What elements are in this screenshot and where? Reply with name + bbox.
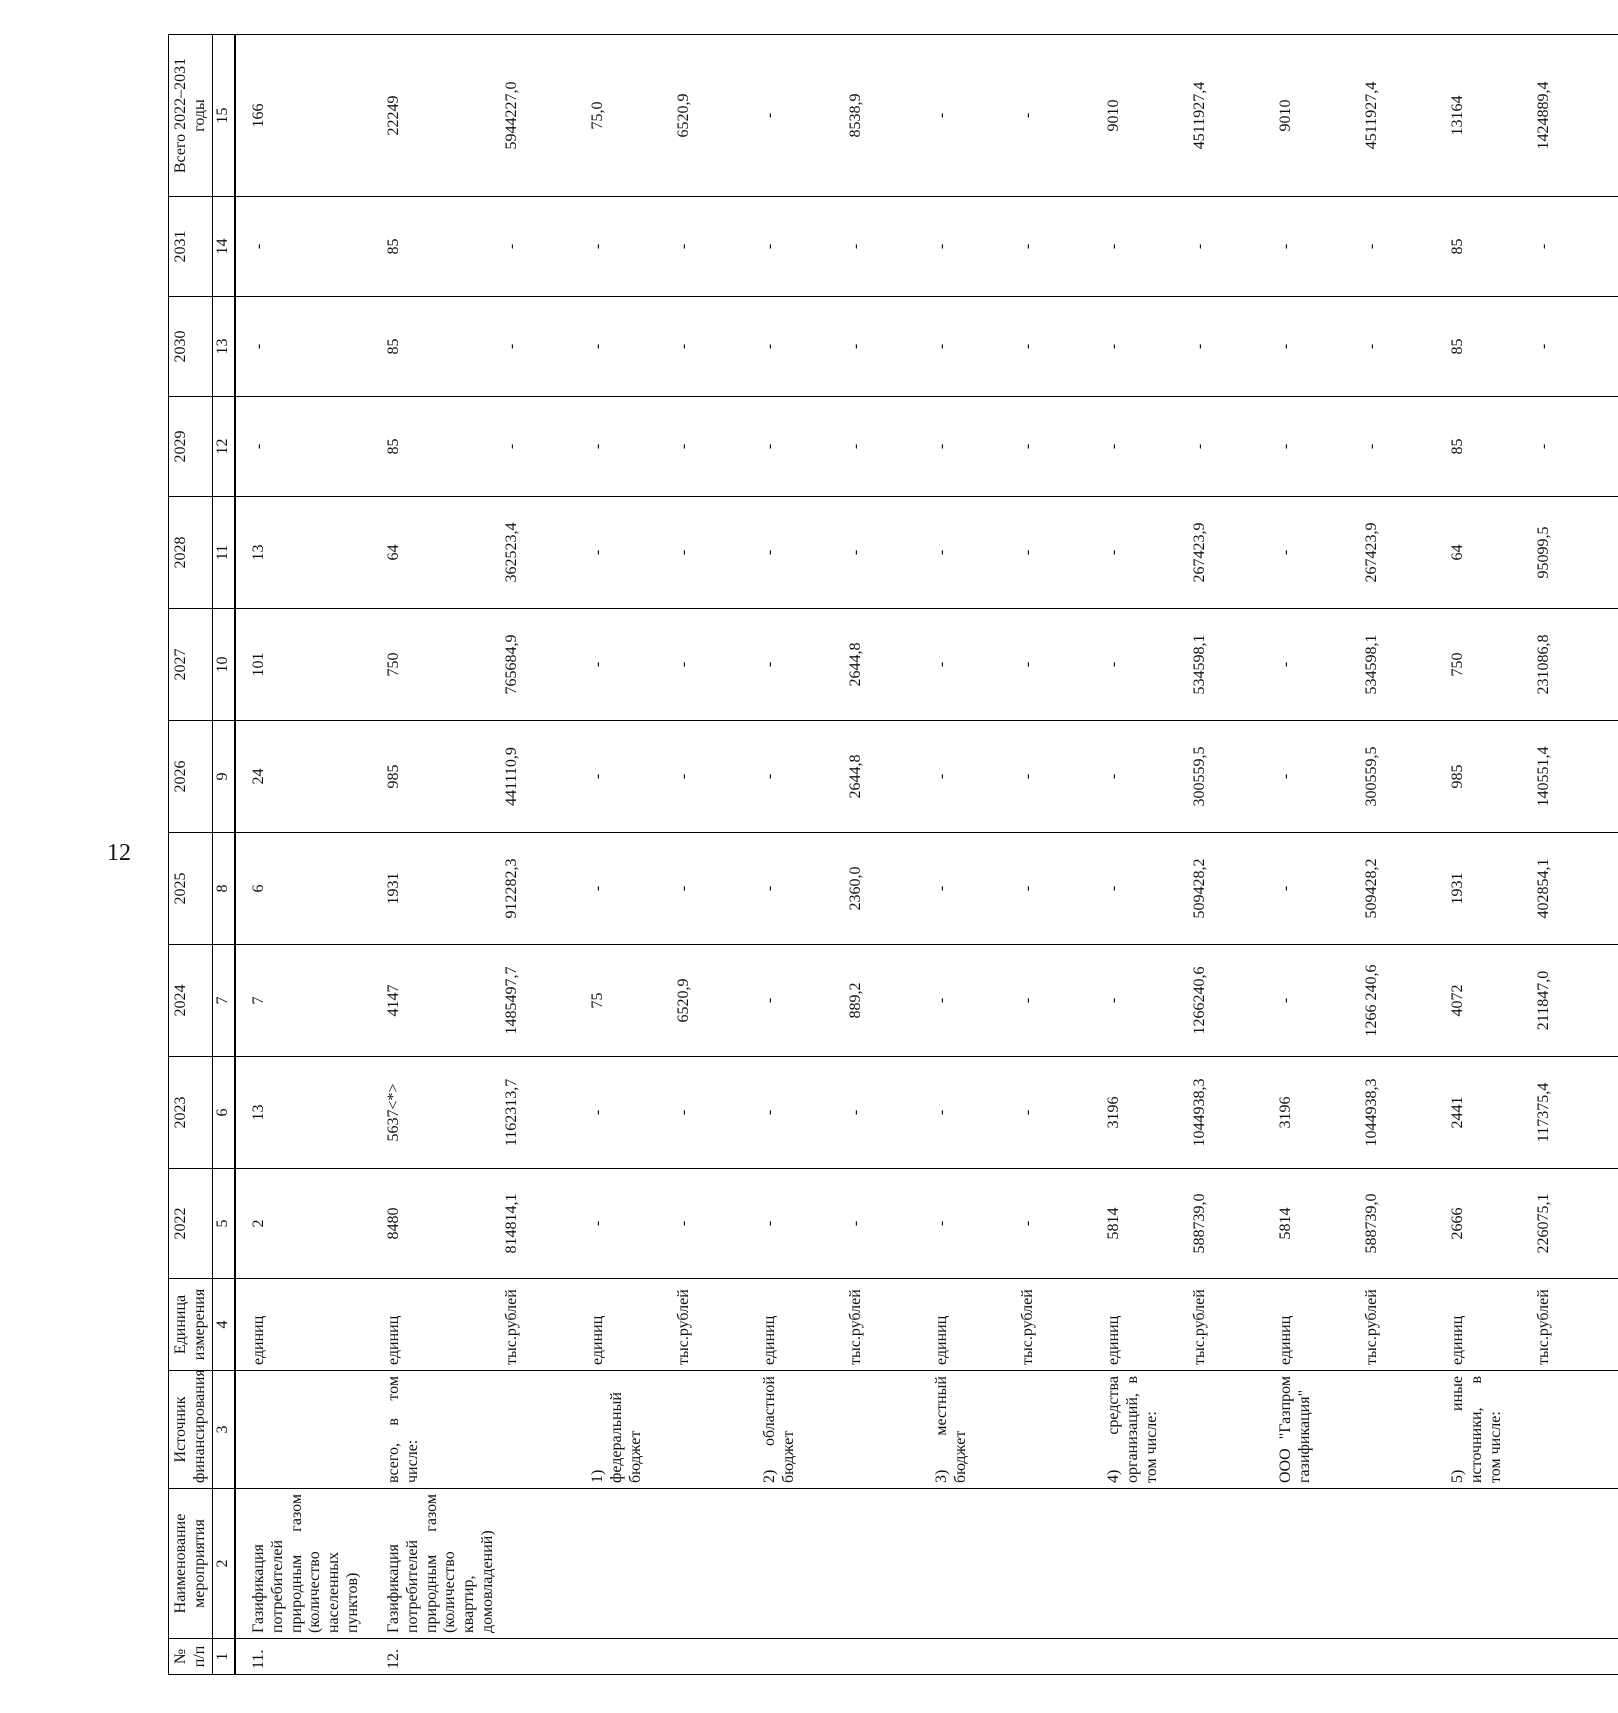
row-number: 11. [235, 1639, 371, 1675]
year-value: 912282,3 [500, 833, 586, 945]
header-cell: 2028 [169, 497, 213, 609]
unit: единиц [930, 1279, 1016, 1371]
year-value: - [758, 721, 844, 833]
table-row [930, 35, 1016, 1675]
funding-source [1360, 1371, 1446, 1489]
year-value: 226075,1 [1532, 1169, 1618, 1279]
funding-source: всего, в том числе: [371, 1371, 500, 1489]
year-value: - [1016, 497, 1102, 609]
total-value: - [930, 35, 1016, 197]
year-value: - [1102, 721, 1188, 833]
row-number [500, 1639, 586, 1675]
header-cell: 2023 [169, 1057, 213, 1169]
total-value: 4511927,4 [1360, 35, 1446, 197]
column-number: 1 [213, 1639, 235, 1675]
year-value: 402854,1 [1532, 833, 1618, 945]
year-value: - [1016, 1057, 1102, 1169]
year-value: 101 [235, 609, 371, 721]
year-value: - [758, 609, 844, 721]
column-number: 13 [213, 297, 235, 397]
year-value: - [672, 1169, 758, 1279]
row-number [758, 1639, 844, 1675]
year-value: 95099,5 [1532, 497, 1618, 609]
unit: тыс.рублей [500, 1279, 586, 1371]
row-number [1016, 1639, 1102, 1675]
measure-name: Газификация потребителей природным газом (количество квартир, домовладений) [371, 1489, 500, 1639]
year-value: - [1016, 397, 1102, 497]
year-value: 750 [371, 609, 500, 721]
table-row [758, 35, 844, 1675]
table-row [1188, 35, 1274, 1675]
year-value: - [1274, 945, 1360, 1057]
unit: тыс.рублей [1188, 1279, 1274, 1371]
year-value: 1266 240,6 [1360, 945, 1446, 1057]
page-number: 12 [107, 840, 131, 866]
year-value: - [1188, 397, 1274, 497]
year-value: - [586, 397, 672, 497]
year-value: - [930, 833, 1016, 945]
column-number-row [213, 35, 235, 1675]
year-value: 2360,0 [844, 833, 930, 945]
year-value: - [586, 1169, 672, 1279]
column-number: 6 [213, 1057, 235, 1169]
table-row [1274, 35, 1360, 1675]
year-value: 85 [371, 297, 500, 397]
year-value: - [1274, 721, 1360, 833]
year-value: 117375,4 [1532, 1057, 1618, 1169]
row-number [586, 1639, 672, 1675]
year-value: - [1274, 833, 1360, 945]
year-value: - [844, 1169, 930, 1279]
year-value: - [500, 397, 586, 497]
total-value: 6520,9 [672, 35, 758, 197]
unit: единиц [371, 1279, 500, 1371]
year-value: 441110,9 [500, 721, 586, 833]
year-value: - [1188, 197, 1274, 297]
header-cell: 2031 [169, 197, 213, 297]
unit: единиц [235, 1279, 371, 1371]
header-cell: 2024 [169, 945, 213, 1057]
year-value: - [930, 721, 1016, 833]
header-row [169, 35, 213, 1675]
measure-name [1188, 1489, 1274, 1639]
unit: тыс.рублей [1532, 1279, 1618, 1371]
measure-name [930, 1489, 1016, 1639]
year-value: - [1102, 397, 1188, 497]
year-value: - [586, 721, 672, 833]
year-value: - [930, 945, 1016, 1057]
year-value: - [235, 297, 371, 397]
year-value: 1931 [1446, 833, 1532, 945]
year-value: - [586, 833, 672, 945]
unit: тыс.рублей [1016, 1279, 1102, 1371]
year-value: 24 [235, 721, 371, 833]
year-value: 64 [371, 497, 500, 609]
header-cell: Наименование мероприятия [169, 1489, 213, 1639]
year-value: - [758, 497, 844, 609]
year-value: 2441 [1446, 1057, 1532, 1169]
total-value: 9010 [1102, 35, 1188, 197]
total-value: 4511927,4 [1188, 35, 1274, 197]
year-value: - [930, 397, 1016, 497]
year-value: - [1016, 833, 1102, 945]
year-value: 534598,1 [1188, 609, 1274, 721]
measure-name: Газификация потребителей природным газом (количество населенных пунктов) [235, 1489, 371, 1639]
year-value: 300559,5 [1188, 721, 1274, 833]
year-value: - [930, 297, 1016, 397]
year-value: 85 [1446, 297, 1532, 397]
year-value: 814814,1 [500, 1169, 586, 1279]
total-value: - [1016, 35, 1102, 197]
year-value: 509428,2 [1360, 833, 1446, 945]
column-number: 14 [213, 197, 235, 297]
table-body [235, 35, 1618, 1675]
row-number [1274, 1639, 1360, 1675]
year-value: - [758, 945, 844, 1057]
year-value: - [1360, 397, 1446, 497]
year-value: 64 [1446, 497, 1532, 609]
measure-name [1274, 1489, 1360, 1639]
year-value: - [844, 397, 930, 497]
year-value: 985 [1446, 721, 1532, 833]
year-value: - [1274, 609, 1360, 721]
table-row [500, 35, 586, 1675]
year-value: - [758, 297, 844, 397]
header-cell: 2029 [169, 397, 213, 497]
year-value: - [235, 197, 371, 297]
total-value: 22249 [371, 35, 500, 197]
year-value: - [1102, 945, 1188, 1057]
year-value: - [758, 397, 844, 497]
year-value: - [500, 197, 586, 297]
year-value: 13 [235, 1057, 371, 1169]
header-cell: 2025 [169, 833, 213, 945]
funding-source [1016, 1371, 1102, 1489]
unit: тыс.рублей [844, 1279, 930, 1371]
row-number [1360, 1639, 1446, 1675]
row-number [844, 1639, 930, 1675]
year-value: - [1016, 297, 1102, 397]
year-value: - [844, 297, 930, 397]
funding-source: 5) иные источники, в том числе: [1446, 1371, 1532, 1489]
year-value: 85 [371, 197, 500, 297]
rotated-table-container [168, 35, 1553, 1675]
row-number [1102, 1639, 1188, 1675]
year-value: 1485497,7 [500, 945, 586, 1057]
year-value: - [586, 197, 672, 297]
row-number [930, 1639, 1016, 1675]
year-value: - [672, 297, 758, 397]
table-row [1016, 35, 1102, 1675]
row-number [1446, 1639, 1532, 1675]
measure-name [672, 1489, 758, 1639]
year-value: - [930, 1057, 1016, 1169]
total-value: 5944227,0 [500, 35, 586, 197]
year-value: 1162313,7 [500, 1057, 586, 1169]
year-value: - [672, 197, 758, 297]
financing-table [168, 34, 1618, 1675]
year-value: 85 [371, 397, 500, 497]
measure-name [844, 1489, 930, 1639]
column-number: 9 [213, 721, 235, 833]
total-value: 9010 [1274, 35, 1360, 197]
unit: единиц [758, 1279, 844, 1371]
table-row [586, 35, 672, 1675]
year-value: 509428,2 [1188, 833, 1274, 945]
column-number: 4 [213, 1279, 235, 1371]
year-value: - [758, 1057, 844, 1169]
year-value: - [930, 197, 1016, 297]
year-value: 211847,0 [1532, 945, 1618, 1057]
funding-source [1188, 1371, 1274, 1489]
year-value: - [235, 397, 371, 497]
year-value: 5814 [1102, 1169, 1188, 1279]
year-value: - [758, 197, 844, 297]
year-value: - [844, 497, 930, 609]
column-number: 8 [213, 833, 235, 945]
table-row [844, 35, 930, 1675]
row-number [672, 1639, 758, 1675]
year-value: - [672, 609, 758, 721]
year-value: - [1532, 297, 1618, 397]
year-value: 1044938,3 [1188, 1057, 1274, 1169]
year-value: - [586, 297, 672, 397]
measure-name [500, 1489, 586, 1639]
year-value: - [1016, 721, 1102, 833]
measure-name [1360, 1489, 1446, 1639]
table-row [371, 35, 500, 1675]
year-value: - [500, 297, 586, 397]
header-cell: 2026 [169, 721, 213, 833]
column-number: 2 [213, 1489, 235, 1639]
total-value: 75,0 [586, 35, 672, 197]
total-value: 8538,9 [844, 35, 930, 197]
year-value: - [1188, 297, 1274, 397]
year-value: - [1274, 397, 1360, 497]
unit: единиц [1274, 1279, 1360, 1371]
year-value: 140551,4 [1532, 721, 1618, 833]
year-value: 3196 [1102, 1057, 1188, 1169]
header-cell: 2027 [169, 609, 213, 721]
total-value: 1424889,4 [1532, 35, 1618, 197]
year-value: - [1274, 197, 1360, 297]
measure-name [1532, 1489, 1618, 1639]
total-value: 13164 [1446, 35, 1532, 197]
year-value: 7 [235, 945, 371, 1057]
year-value: - [1016, 1169, 1102, 1279]
year-value: - [1532, 397, 1618, 497]
column-number: 5 [213, 1169, 235, 1279]
year-value: 6520,9 [672, 945, 758, 1057]
year-value: - [672, 497, 758, 609]
year-value: - [1532, 197, 1618, 297]
total-value: 166 [235, 35, 371, 197]
funding-source: 1) федеральный бюджет [586, 1371, 672, 1489]
year-value: 3196 [1274, 1057, 1360, 1169]
year-value: 267423,9 [1188, 497, 1274, 609]
row-number: 12. [371, 1639, 500, 1675]
year-value: - [844, 197, 930, 297]
year-value: 4147 [371, 945, 500, 1057]
unit: единиц [586, 1279, 672, 1371]
year-value: 889,2 [844, 945, 930, 1057]
year-value: 85 [1446, 197, 1532, 297]
column-number: 11 [213, 497, 235, 609]
year-value: 300559,5 [1360, 721, 1446, 833]
header-cell: Источник финансирования [169, 1371, 213, 1489]
year-value: 1266240,6 [1188, 945, 1274, 1057]
table-row [1360, 35, 1446, 1675]
unit: тыс.рублей [1360, 1279, 1446, 1371]
year-value: - [1016, 197, 1102, 297]
year-value: 6 [235, 833, 371, 945]
year-value: - [586, 609, 672, 721]
year-value: - [672, 721, 758, 833]
column-number: 10 [213, 609, 235, 721]
year-value: 75 [586, 945, 672, 1057]
measure-name [1446, 1489, 1532, 1639]
year-value: - [1102, 197, 1188, 297]
year-value: - [672, 1057, 758, 1169]
funding-source [844, 1371, 930, 1489]
unit: единиц [1102, 1279, 1188, 1371]
year-value: 534598,1 [1360, 609, 1446, 721]
funding-source: ООО "Газпром газификация" [1274, 1371, 1360, 1489]
funding-source: 2) областной бюджет [758, 1371, 844, 1489]
header-cell: № п/п [169, 1639, 213, 1675]
year-value: - [1102, 497, 1188, 609]
year-value: 231086,8 [1532, 609, 1618, 721]
year-value: 588739,0 [1360, 1169, 1446, 1279]
year-value: - [586, 497, 672, 609]
measure-name [1016, 1489, 1102, 1639]
column-number: 15 [213, 35, 235, 197]
table-row [672, 35, 758, 1675]
year-value: - [1102, 833, 1188, 945]
year-value: 85 [1446, 397, 1532, 497]
table-row [235, 35, 371, 1675]
total-value: - [758, 35, 844, 197]
year-value: - [844, 1057, 930, 1169]
year-value: 1931 [371, 833, 500, 945]
year-value: 2 [235, 1169, 371, 1279]
year-value: - [1016, 945, 1102, 1057]
unit: единиц [1446, 1279, 1532, 1371]
funding-source: 3) местный бюджет [930, 1371, 1016, 1489]
year-value: - [1274, 497, 1360, 609]
year-value: 4072 [1446, 945, 1532, 1057]
year-value: - [758, 1169, 844, 1279]
funding-source [1532, 1371, 1618, 1489]
table-row [1532, 35, 1618, 1675]
year-value: - [672, 397, 758, 497]
row-number [1532, 1639, 1618, 1675]
header-cell: 2022 [169, 1169, 213, 1279]
year-value: - [1102, 609, 1188, 721]
unit: тыс.рублей [672, 1279, 758, 1371]
column-number: 3 [213, 1371, 235, 1489]
year-value: - [1360, 197, 1446, 297]
funding-source [500, 1371, 586, 1489]
year-value: 2666 [1446, 1169, 1532, 1279]
table-row [1102, 35, 1188, 1675]
funding-source: 4) средства организаций, в том числе: [1102, 1371, 1188, 1489]
measure-name [1102, 1489, 1188, 1639]
year-value: 5637<*> [371, 1057, 500, 1169]
year-value: - [758, 833, 844, 945]
funding-source [672, 1371, 758, 1489]
year-value: 765684,9 [500, 609, 586, 721]
year-value: 750 [1446, 609, 1532, 721]
year-value: - [930, 609, 1016, 721]
header-cell: 2030 [169, 297, 213, 397]
measure-name [586, 1489, 672, 1639]
year-value: - [930, 1169, 1016, 1279]
year-value: - [1274, 297, 1360, 397]
year-value: 2644,8 [844, 609, 930, 721]
year-value: 13 [235, 497, 371, 609]
column-number: 7 [213, 945, 235, 1057]
year-value: 267423,9 [1360, 497, 1446, 609]
year-value: 2644,8 [844, 721, 930, 833]
header-cell: Всего 2022–2031 годы [169, 35, 213, 197]
year-value: - [672, 833, 758, 945]
row-number [1188, 1639, 1274, 1675]
year-value: - [1016, 609, 1102, 721]
year-value: 985 [371, 721, 500, 833]
year-value: - [1102, 297, 1188, 397]
year-value: - [1360, 297, 1446, 397]
table-row [1446, 35, 1532, 1675]
year-value: 588739,0 [1188, 1169, 1274, 1279]
year-value: 1044938,3 [1360, 1057, 1446, 1169]
year-value: 5814 [1274, 1169, 1360, 1279]
funding-source [235, 1371, 371, 1489]
column-number: 12 [213, 397, 235, 497]
year-value: 362523,4 [500, 497, 586, 609]
year-value: - [586, 1057, 672, 1169]
year-value: 8480 [371, 1169, 500, 1279]
measure-name [758, 1489, 844, 1639]
year-value: - [930, 497, 1016, 609]
header-cell: Единица измерения [169, 1279, 213, 1371]
